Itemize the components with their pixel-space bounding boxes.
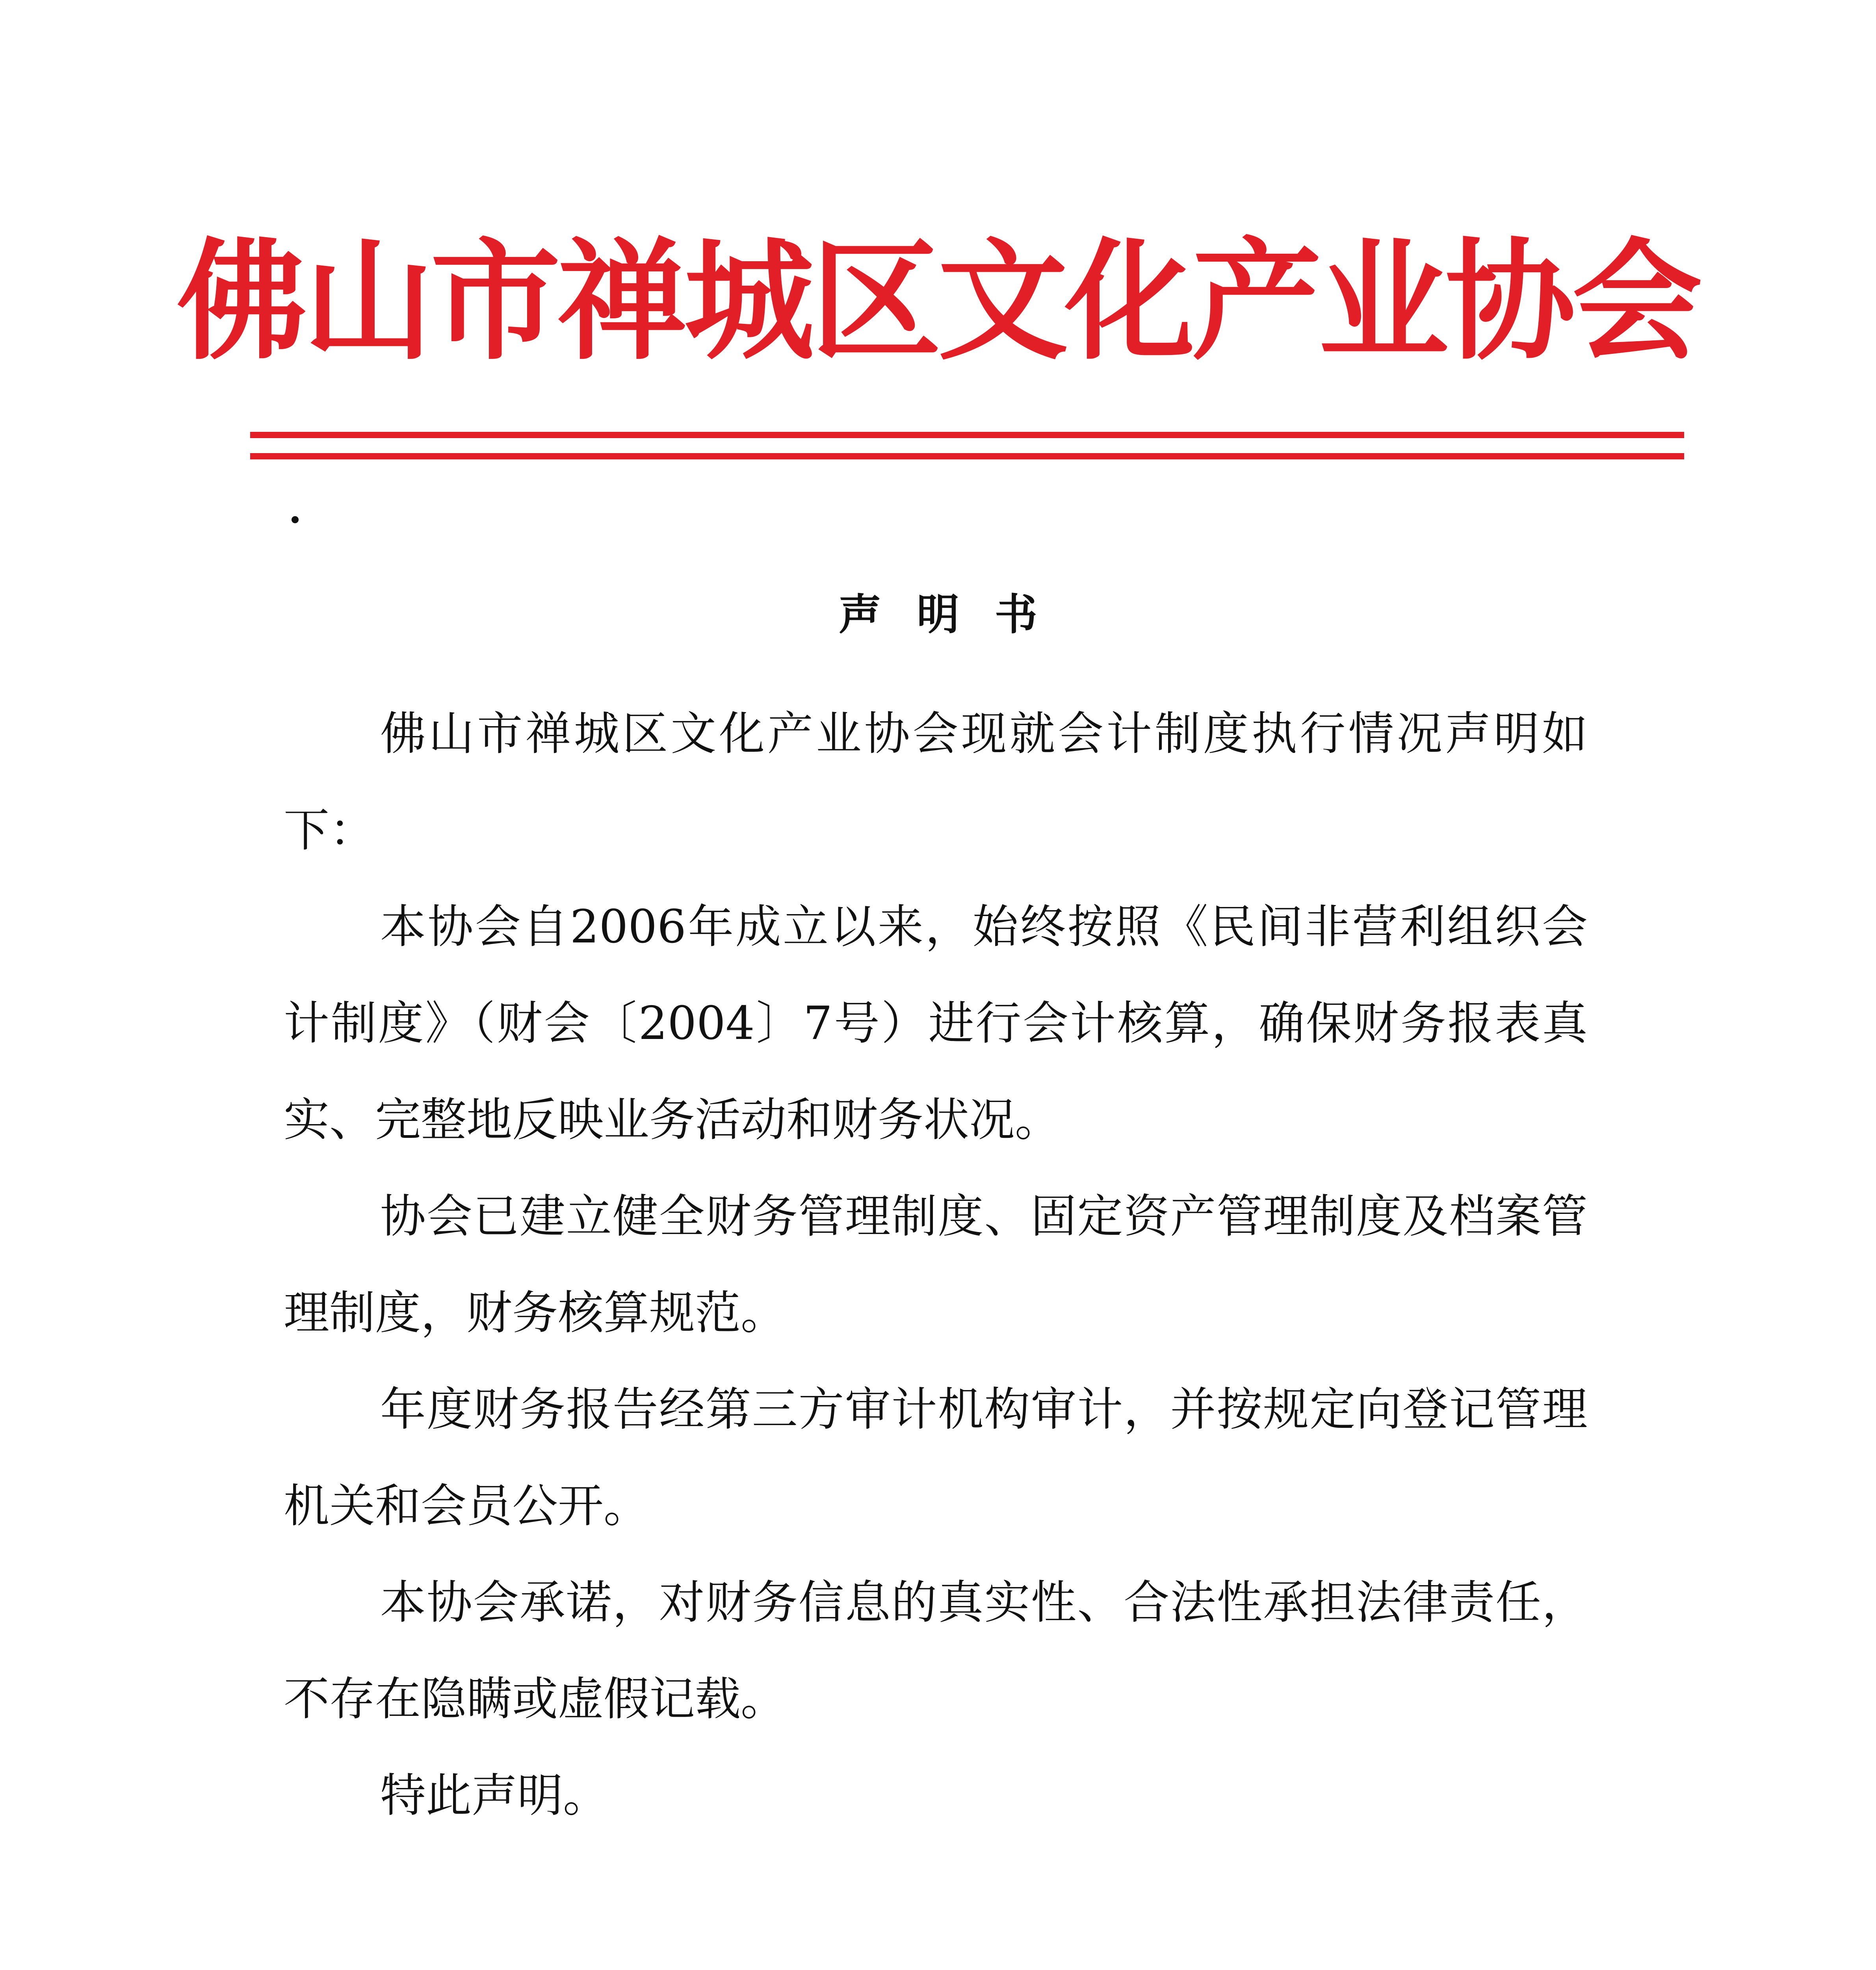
letterhead-rule-bottom xyxy=(250,453,1684,459)
body-paragraph: 协会已建立健全财务管理制度、固定资产管理制度及档案管理制度，财务核算规范。 xyxy=(284,1190,1588,1340)
document-title: 声明书 xyxy=(838,590,1073,639)
body-paragraph: 本协会自2006年成立以来，始终按照《民间非营利组织会计制度》（财会〔2004〕7号）进行会计核算，确保财务报表真实、完整地反映业务活动和财务状况。 xyxy=(284,900,1588,1147)
body-paragraph: 特此声明。 xyxy=(380,1769,609,1822)
body-paragraph: 本协会承诺，对财务信息的真实性、合法性承担法律责任，不存在隐瞒或虚假记载。 xyxy=(284,1576,1588,1726)
document-body xyxy=(284,686,1588,1844)
stray-dot-mark xyxy=(292,516,299,523)
letterhead-rule-top xyxy=(250,432,1684,438)
body-paragraph: 年度财务报告经第三方审计机构审计，并按规定向登记管理机关和会员公开。 xyxy=(284,1383,1588,1533)
letterhead-org-name: 佛山市禅城区文化产业协会 xyxy=(177,231,1699,375)
body-paragraph: 佛山市禅城区文化产业协会现就会计制度执行情况声明如下： xyxy=(284,707,1588,857)
